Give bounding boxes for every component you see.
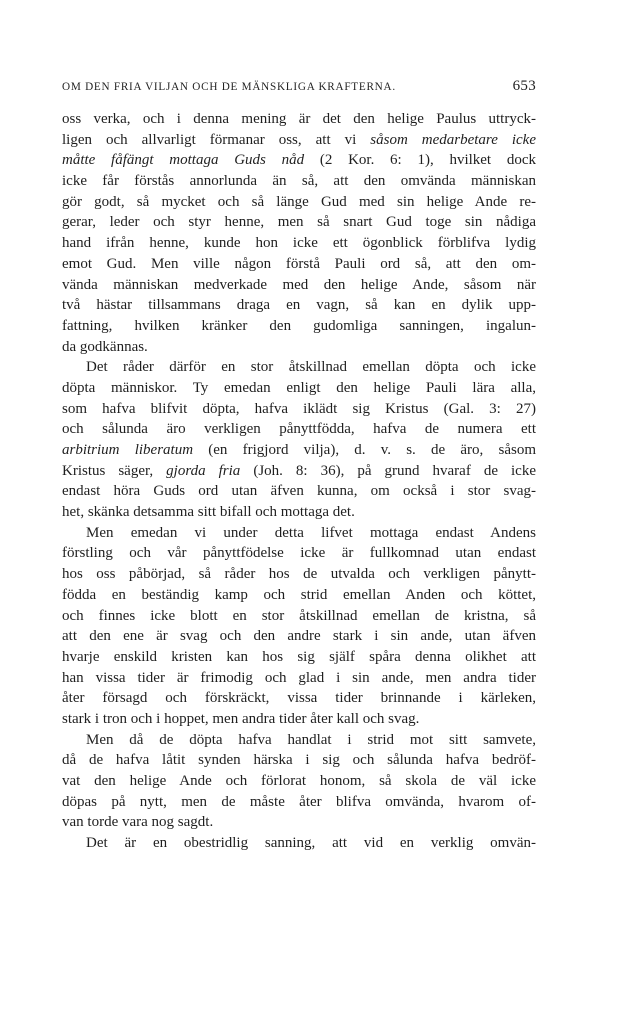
text-line xyxy=(62,399,536,420)
text-line xyxy=(62,150,536,171)
text-line xyxy=(62,709,536,730)
text-line xyxy=(62,543,536,564)
text-run: hvarje enskild kristen kan hos sig själf spåra denna olikhet att xyxy=(62,648,536,665)
text-run: (2 Kor. 6: 1), hvilket dock xyxy=(304,152,536,169)
text-run: vat den helige Ande och förlorat honom, så skola de väl icke xyxy=(62,773,536,789)
text-run: och finnes icke blott en stor åtskillnad emellan de kristna, så xyxy=(62,607,536,624)
running-head xyxy=(62,78,536,98)
text-run: Det råder därför en stor åtskillnad emellan döpta och icke xyxy=(86,359,536,376)
text-run: två hästar tillsammans draga en vagn, så kan en dylik upp- xyxy=(62,297,536,314)
text-run: het, skänka detsamma sitt bifall och mottaga det. xyxy=(62,504,355,521)
text-run: och sålunda äro verkligen pånyttfödda, hafva de numera ett xyxy=(62,421,536,438)
text-run: då de hafva låtit synden härska i sig och sålunda hafva bedröf- xyxy=(62,752,536,769)
text-line xyxy=(62,316,536,337)
text-run: hand ifrån henne, kunde hon icke ett ögonblick förblifva lydig xyxy=(62,235,536,252)
text-run: endast höra Guds ord utan äfven kunna, om också i stor svag- xyxy=(62,483,536,500)
text-run: icke får förstås annorlunda än så, att den omvända människan xyxy=(62,173,536,190)
body-text xyxy=(62,109,536,854)
text-line xyxy=(62,337,536,358)
text-run: Men då de döpta hafva handlat i strid mot sitt samvete, xyxy=(86,731,536,748)
text-run: hos oss påbörjad, så råder hos de utvalda och verkligen pånytt- xyxy=(62,566,536,583)
text-line xyxy=(62,730,536,751)
text-line xyxy=(62,192,536,213)
text-line xyxy=(62,275,536,296)
italic-text: såsom medarbetare icke xyxy=(370,131,536,148)
text-line xyxy=(62,585,536,606)
text-line xyxy=(62,357,536,378)
text-line xyxy=(62,606,536,627)
text-line xyxy=(62,564,536,585)
text-line xyxy=(62,771,536,792)
text-line xyxy=(62,750,536,771)
text-run: ligen och allvarligt förmanar oss, att vi xyxy=(62,131,371,148)
text-line xyxy=(62,833,536,854)
text-line xyxy=(62,626,536,647)
page-number: 653 xyxy=(512,78,536,94)
italic-text: gjorda fria xyxy=(166,462,241,479)
text-run: förstling och vår pånyttfödelse icke är fullkomnad utan endast xyxy=(62,545,536,562)
text-line xyxy=(62,130,536,151)
text-line xyxy=(62,419,536,440)
text-run: fattning, hvilken kränker den gudomliga sanningen, ingalun- xyxy=(62,317,536,334)
text-line xyxy=(62,647,536,668)
text-line xyxy=(62,792,536,813)
text-run: stark i tron och i hoppet, men andra tider åter kall och svag. xyxy=(62,710,420,727)
text-line xyxy=(62,523,536,544)
text-run: (en frigjord vilja), d. v. s. de äro, såsom xyxy=(193,442,536,458)
text-run: som hafva blifvit döpta, hafva iklädt sig Kristus (Gal. 3: 27) xyxy=(62,400,536,417)
text-run: Men emedan vi under detta lifvet mottaga endast Andens xyxy=(86,524,536,541)
text-line xyxy=(62,812,536,833)
text-run: oss verka, och i denna mening är det den helige Paulus uttryck- xyxy=(62,111,536,127)
text-run: gör godt, så mycket och så länge Gud med sin helige Ande re- xyxy=(62,193,536,210)
text-line xyxy=(62,295,536,316)
text-line xyxy=(62,502,536,523)
text-line xyxy=(62,668,536,689)
italic-text: arbitrium liberatum xyxy=(62,442,194,458)
running-title: OM DEN FRIA VILJAN OCH DE MÄNSKLIGA KRAFTERNA. xyxy=(62,81,396,93)
text-line xyxy=(62,212,536,233)
text-run: vända människan medverkade med den helige Ande, såsom när xyxy=(62,276,536,293)
text-run: att den ene är svag och den andre stark i sin ande, utan äfven xyxy=(62,628,536,645)
text-line xyxy=(62,461,536,482)
italic-text: måtte fåfängt mottaga Guds nåd xyxy=(62,152,305,169)
text-line xyxy=(62,688,536,709)
text-run: döpas på nytt, men de måste åter blifva omvända, hvarom of- xyxy=(62,793,536,810)
text-run: emot Gud. Men ville någon förstå Pauli ord så, att den om- xyxy=(62,255,536,272)
text-line xyxy=(62,481,536,502)
text-run: da godkännas. xyxy=(62,338,148,355)
text-run: van torde vara nog sagdt. xyxy=(62,814,214,831)
text-run: gerar, leder och styr henne, men så snart Gud toge sin nådiga xyxy=(62,214,536,231)
text-line xyxy=(62,254,536,275)
text-run: han vissa tider är frimodig och glad i sin ande, men andra tider xyxy=(62,669,536,686)
text-line xyxy=(62,233,536,254)
text-run: Det är en obestridlig sanning, att vid en verklig omvän- xyxy=(86,835,536,852)
text-line xyxy=(62,109,536,130)
text-line xyxy=(62,440,536,461)
text-line xyxy=(62,378,536,399)
text-line xyxy=(62,171,536,192)
text-run: Kristus säger, xyxy=(62,462,167,479)
text-run: döpta människor. Ty emedan enligt den helige Pauli lära alla, xyxy=(62,379,536,396)
text-run: födda en beständig kamp och strid emellan Anden och köttet, xyxy=(62,586,536,603)
text-run: åter försagd och förskräckt, vissa tider brinnande i kärleken, xyxy=(62,690,536,707)
text-run: (Joh. 8: 36), på grund hvaraf de icke xyxy=(240,462,536,479)
